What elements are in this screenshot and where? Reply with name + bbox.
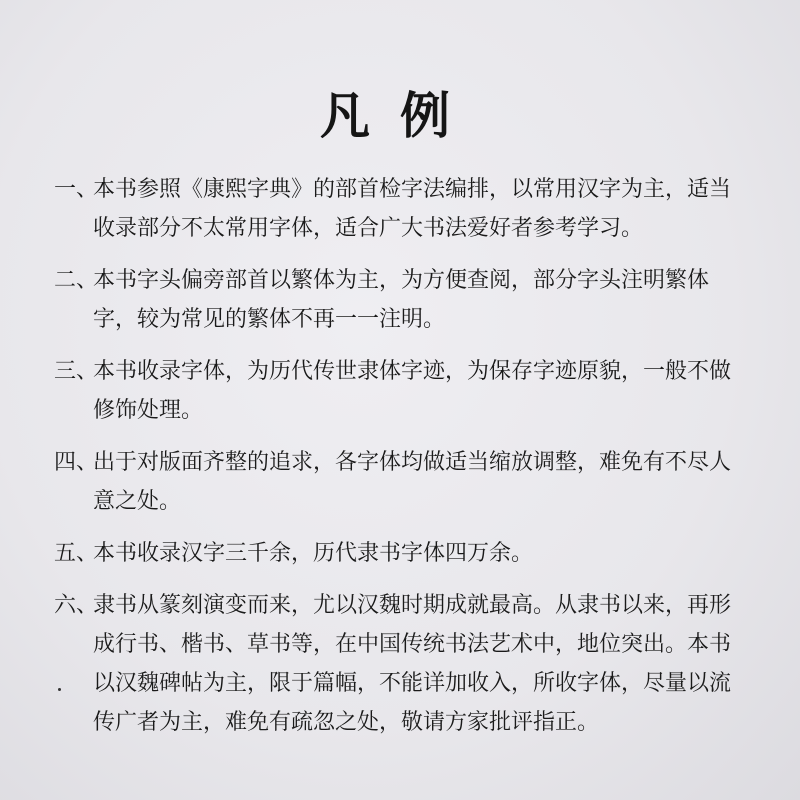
item-text: 本书参照《康熙字典》的部首检字法编排，以常用汉字为主，适当 收录部分不太常用字体，适合广大书法爱好者参考学习。 <box>93 177 732 241</box>
list-item <box>54 352 770 430</box>
item-text: 出于对版面齐整的追求，各字体均做适当缩放调整，难免有不尽人 意之处。 <box>93 450 732 514</box>
item-number: 六、 <box>54 593 99 618</box>
list-item <box>54 534 770 573</box>
item-number: 一、 <box>54 177 99 202</box>
item-text: 隶书从篆刻演变而来，尤以汉魏时期成就最高。从隶书以来，再形 成行书、楷书、草书等，在中国传统书法艺术中，地位突出。本书 以汉魏碑帖为主，限于篇幅，不能详加收入，所收字体，尽量以流 传广者为主，难免有疏忽之处，敬请方家批评指正。 <box>93 593 732 735</box>
list-item <box>54 261 770 339</box>
list-item <box>54 586 770 742</box>
rules-list <box>54 170 770 755</box>
item-text: 本书收录汉字三千余，历代隶书字体四万余。 <box>93 541 534 566</box>
list-item <box>54 443 770 521</box>
item-number: 三、 <box>54 359 99 384</box>
item-number: 五、 <box>54 541 99 566</box>
list-item <box>54 170 770 248</box>
item-text: 本书字头偏旁部首以繁体为主，为方便查阅，部分字头注明繁体 字，较为常见的繁体不再一一注明。 <box>93 268 710 332</box>
page-title: 凡例 <box>320 87 480 145</box>
item-number: 四、 <box>54 450 99 475</box>
item-number: 二、 <box>54 268 99 293</box>
item-text: 本书收录字体，为历代传世隶体字迹，为保存字迹原貌，一般不做 修饰处理。 <box>93 359 732 423</box>
print-speck <box>58 688 61 691</box>
